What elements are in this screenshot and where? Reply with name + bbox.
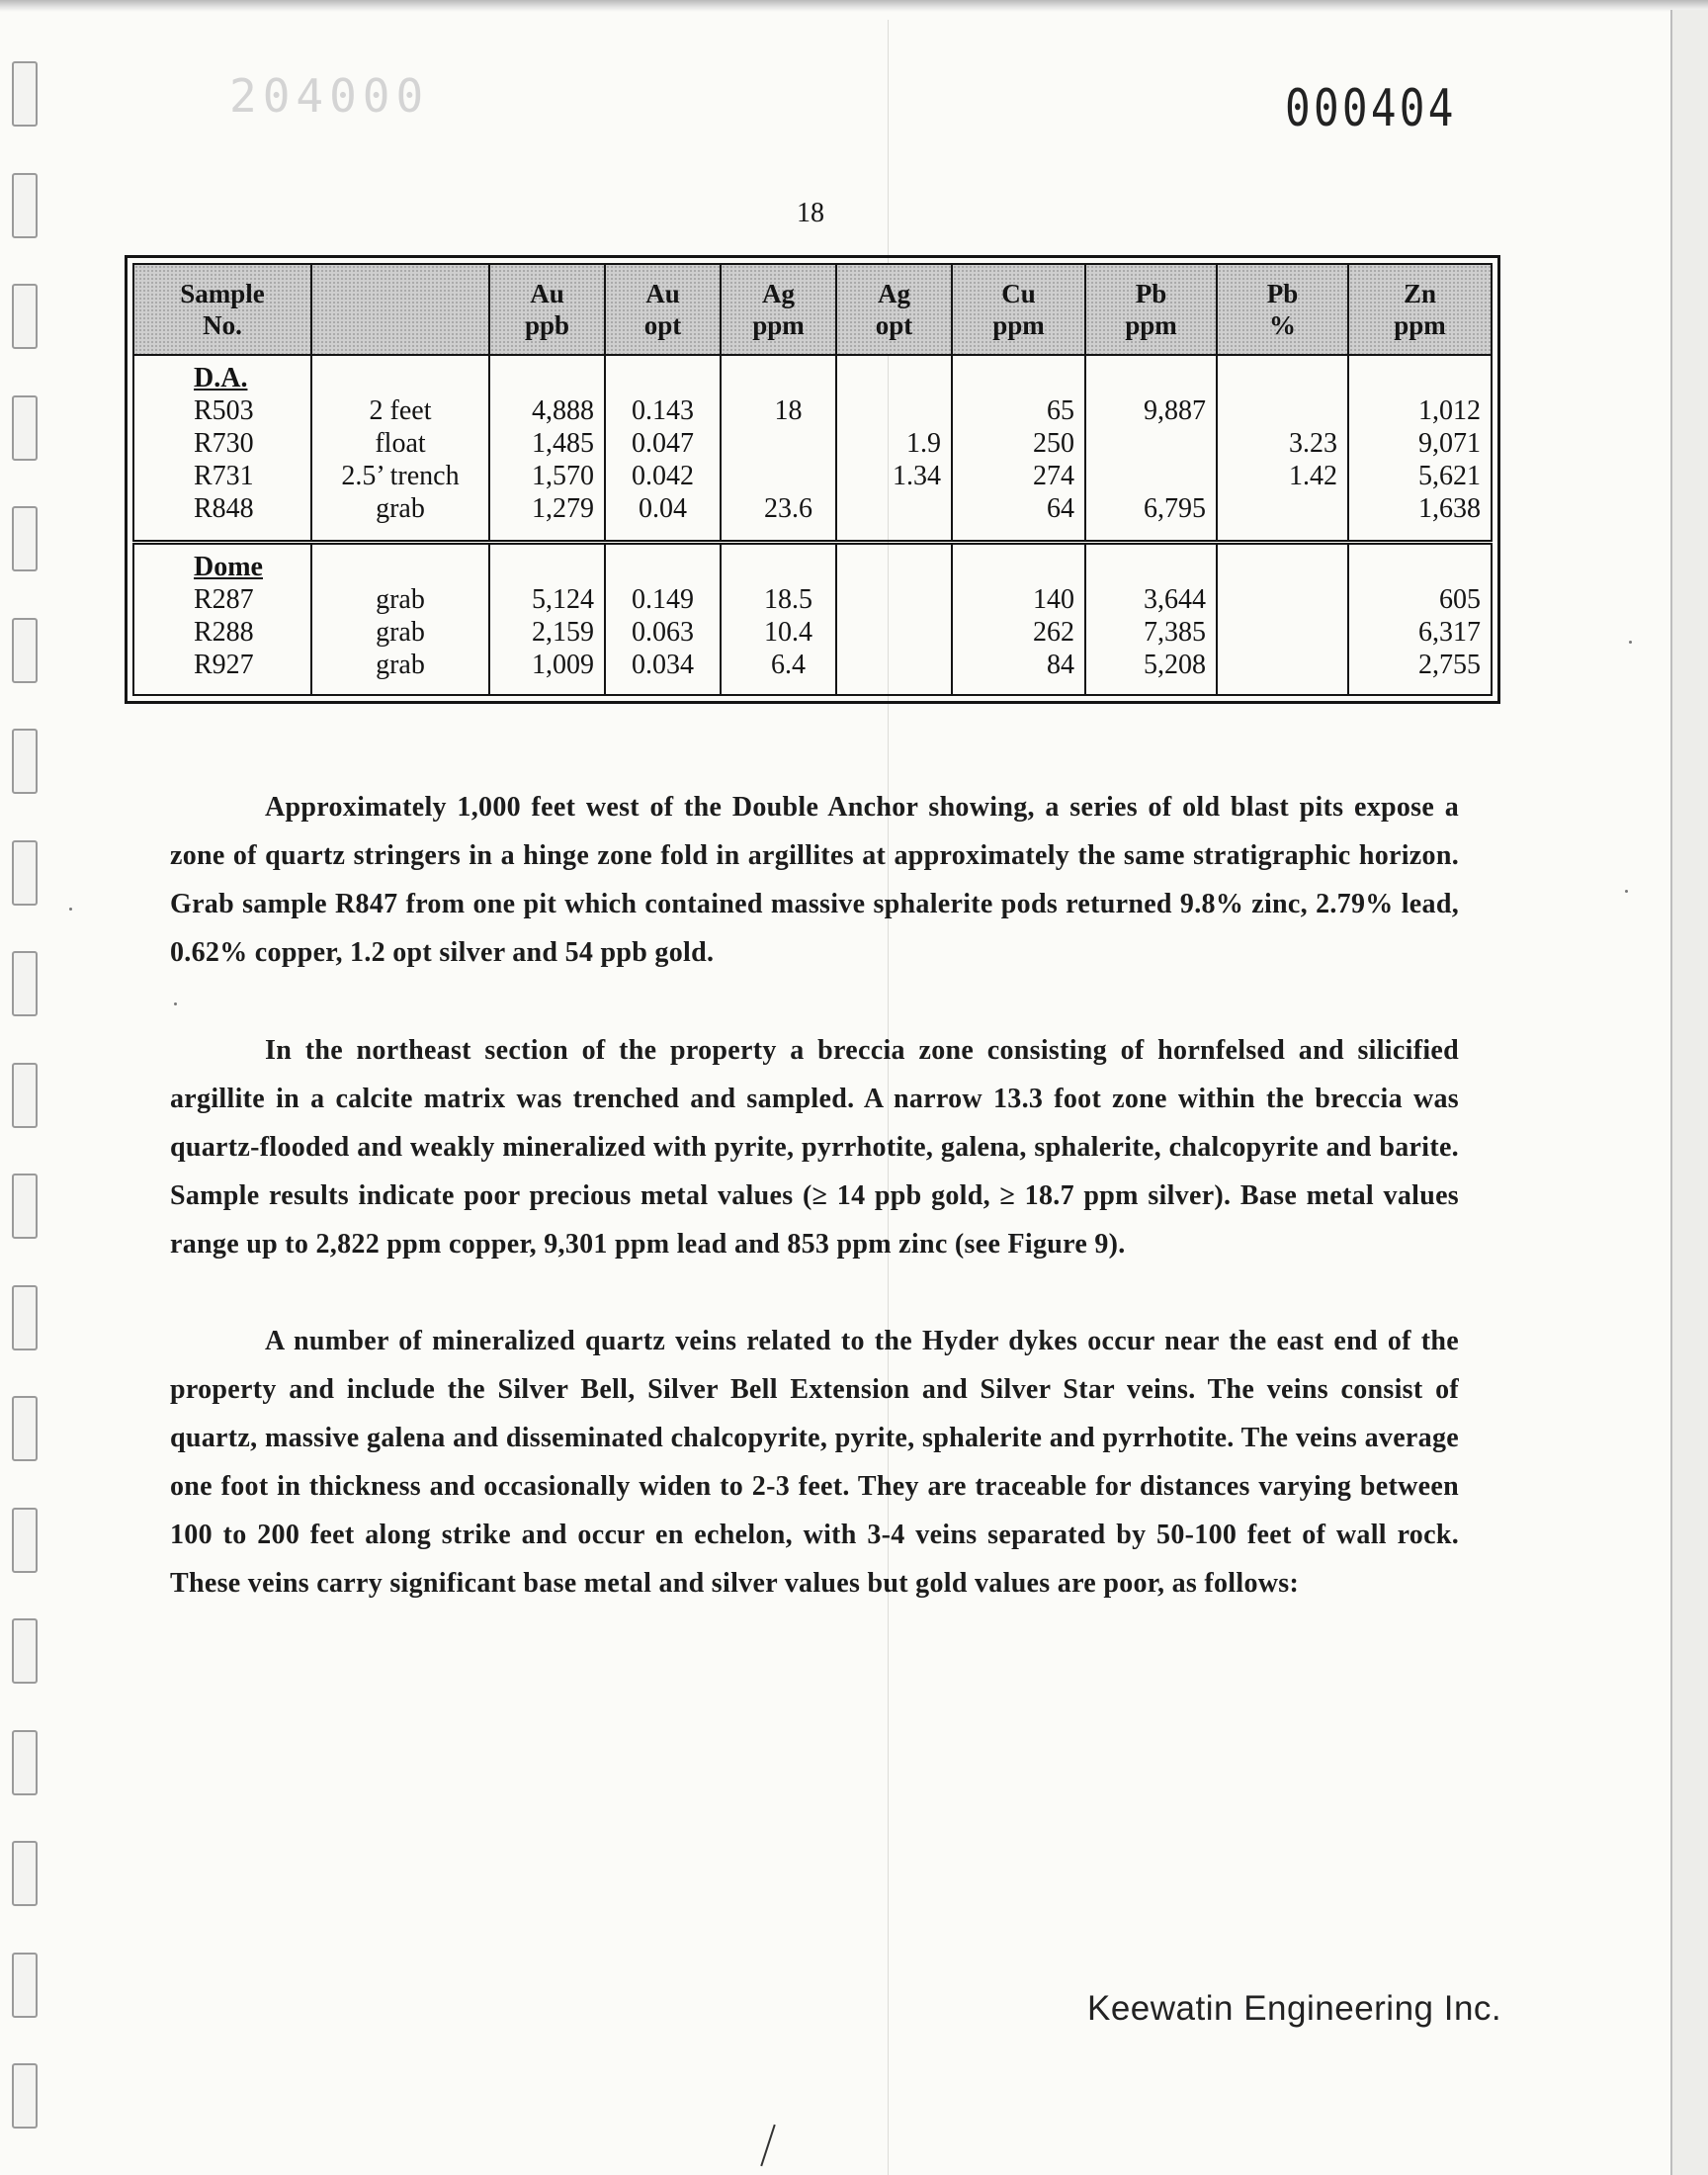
column-header <box>489 264 605 355</box>
scan-speck <box>69 908 72 911</box>
sample-id: R731 <box>194 461 254 491</box>
cell-value <box>1096 460 1206 492</box>
paragraph-quartz-veins <box>170 1317 1459 1608</box>
column-header-line: No. <box>203 310 242 340</box>
column-header-line: opt <box>643 310 682 340</box>
cell-value: 1,279 <box>532 493 594 524</box>
cell-value <box>847 394 941 427</box>
binder-hole <box>12 1508 38 1573</box>
table-cell <box>1217 355 1348 543</box>
cell-value: 2 feet <box>369 395 432 426</box>
cell-value: 0.034 <box>632 650 694 681</box>
cell-value: 5,621 <box>1418 461 1481 491</box>
cell-value <box>1228 649 1337 681</box>
binder-hole <box>12 61 38 127</box>
cell-spacer <box>847 551 941 583</box>
sample-id: R730 <box>194 428 254 459</box>
cell-value <box>847 616 941 649</box>
page-number: 18 <box>797 198 824 228</box>
column-header <box>721 264 836 355</box>
table-cell <box>721 355 836 543</box>
table-cell <box>721 543 836 695</box>
cell-value: 6,795 <box>1144 493 1206 524</box>
assay-table <box>132 263 1493 696</box>
table-cell <box>133 543 311 695</box>
page-edge-shadow <box>1672 10 1708 2175</box>
table-cell <box>1085 543 1217 695</box>
cell-value: 0.042 <box>632 461 694 491</box>
column-header-line: % <box>1269 310 1296 340</box>
binder-holes <box>12 61 45 2137</box>
cell-value: 64 <box>1047 493 1074 524</box>
cell-spacer <box>963 362 1074 394</box>
paragraph-text: A number of mineralized quartz veins related to the Hyder dykes occur near the east end of the property and include the Silver Bell, Silver Bell Extension and Silver Star veins. The veins consist of quartz, massive galena and disseminated chalcopyrite, pyrite, sphalerite and pyrrhotite. The veins average one foot in thickness and occasionally widen to 2-3 feet. They are traceable for distances varying between 100 to 200 feet along strike and occur en echelon, with 3-4 veins separated by 50-100 feet of wall rock. These veins carry significant base metal and silver values but gold values are poor, as follows: <box>170 1326 1459 1599</box>
document-number: 000404 <box>1285 79 1457 138</box>
cell-value <box>1228 394 1337 427</box>
cell-value: 9,887 <box>1144 395 1206 426</box>
scan-speck <box>174 1002 177 1005</box>
paragraph-blast-pits <box>170 783 1459 977</box>
column-header <box>836 264 952 355</box>
table-cell <box>489 355 605 543</box>
binder-hole <box>12 2063 38 2129</box>
cell-value <box>847 583 941 616</box>
cell-value: 6,317 <box>1418 617 1481 649</box>
column-header-line: Pb <box>1266 279 1299 308</box>
column-header-line: ppb <box>524 310 570 340</box>
cell-spacer <box>751 362 825 394</box>
binder-hole <box>12 1618 38 1684</box>
cell-value <box>751 427 825 460</box>
sample-id: R287 <box>194 584 254 616</box>
binder-hole <box>12 1174 38 1239</box>
cell-value: 2.5’ trench <box>341 461 460 491</box>
group-name: D.A. <box>194 363 248 393</box>
cell-spacer <box>322 362 478 394</box>
binder-hole <box>12 1285 38 1350</box>
column-header <box>605 264 721 355</box>
sample-id: R848 <box>194 493 254 524</box>
table-cell <box>133 355 311 543</box>
table-cell <box>1085 355 1217 543</box>
cell-value: 84 <box>1047 650 1074 681</box>
column-header-line: Au <box>530 279 564 308</box>
cell-value: 274 <box>1033 461 1074 491</box>
cell-value: 3,644 <box>1144 584 1206 616</box>
cell-value: 1,012 <box>1418 395 1481 426</box>
column-header <box>1348 264 1492 355</box>
binder-hole <box>12 395 38 461</box>
cell-value: 18 <box>774 395 803 426</box>
column-header-line: Sample <box>180 279 265 308</box>
paragraph-text: Approximately 1,000 feet west of the Double Anchor showing, a series of old blast pits expose a zone of quartz stringers in a hinge zone fold in argillites at approximately the same stratigraphic horizon. Grab sample R847 from one pit which contained massive sphalerite pods returned 9.8% zinc, 2.79% lead, 0.62% copper, 1.2 opt silver and 54 ppb gold. <box>170 792 1459 968</box>
cell-value: 605 <box>1439 584 1481 616</box>
table-cell <box>1217 543 1348 695</box>
table-cell <box>1348 543 1492 695</box>
cell-value: 18.5 <box>764 584 812 616</box>
binder-hole <box>12 840 38 906</box>
binder-hole <box>12 729 38 794</box>
table-cell <box>1348 355 1492 543</box>
column-header-line: Zn <box>1403 279 1437 308</box>
cell-value <box>847 649 941 681</box>
column-header-line: Ag <box>762 279 795 308</box>
cell-spacer <box>616 362 710 394</box>
paragraph-text: In the northeast section of the property a breccia zone consisting of hornfelsed and silicified argillite in a calcite matrix was trenched and sampled. A narrow 13.3 foot zone within the breccia was quartz-flooded and weakly mineralized with pyrite, pyrrhotite, galena, sphalerite, chalcopyrite and barite. Sample results indicate poor precious metal values (≥ 14 ppb gold, ≥ 18.7 ppm silver). Base metal values range up to 2,822 ppm copper, 9,301 ppm lead and 853 ppm zinc (see Figure 9). <box>170 1035 1459 1260</box>
cell-spacer <box>751 551 825 583</box>
scan-speck <box>1629 641 1632 644</box>
cell-spacer <box>500 551 594 583</box>
assay-results-table <box>125 255 1500 704</box>
cell-spacer <box>1228 362 1337 394</box>
binder-hole <box>12 1841 38 1906</box>
table-cell <box>311 543 489 695</box>
sample-id: R927 <box>194 650 254 681</box>
cell-spacer <box>1359 551 1481 583</box>
cell-value: 140 <box>1033 584 1074 616</box>
column-header <box>311 264 489 355</box>
cell-value: 5,124 <box>532 584 594 616</box>
cell-value: 1,570 <box>532 461 594 491</box>
cell-value: 0.143 <box>632 395 694 426</box>
cell-value: 2,159 <box>532 617 594 649</box>
sample-id: R503 <box>194 395 254 426</box>
binder-hole <box>12 1063 38 1128</box>
cell-value: 9,071 <box>1418 428 1481 459</box>
cell-spacer <box>1096 551 1206 583</box>
binder-hole <box>12 284 38 349</box>
cell-value: 1.9 <box>906 428 941 459</box>
cell-value: 262 <box>1033 617 1074 649</box>
cell-value: 10.4 <box>764 617 812 649</box>
column-header <box>952 264 1085 355</box>
column-header-line: ppm <box>1125 310 1177 340</box>
table-cell <box>489 543 605 695</box>
sample-id: R288 <box>194 617 254 649</box>
binder-hole <box>12 1730 38 1795</box>
cell-value: 250 <box>1033 428 1074 459</box>
cell-value: 23.6 <box>764 493 812 524</box>
cell-spacer <box>1359 362 1481 394</box>
group-name: Dome <box>194 552 263 583</box>
cell-value: 1.34 <box>893 461 941 491</box>
faint-stamp-number: 204000 <box>229 69 430 123</box>
binder-hole <box>12 618 38 683</box>
binder-hole <box>12 1953 38 2018</box>
cell-value: 1,485 <box>532 428 594 459</box>
cell-spacer <box>963 551 1074 583</box>
scan-top-edge <box>0 0 1708 12</box>
cell-value: 0.047 <box>632 428 694 459</box>
cell-value: grab <box>376 584 425 616</box>
cell-value: 5,208 <box>1144 650 1206 681</box>
table-cell <box>952 543 1085 695</box>
cell-value: 7,385 <box>1144 617 1206 649</box>
cell-value <box>847 492 941 525</box>
cell-value: grab <box>376 650 425 681</box>
cell-spacer <box>1228 551 1337 583</box>
cell-spacer <box>500 362 594 394</box>
scan-speck <box>1625 890 1628 893</box>
cell-value: 1.42 <box>1289 461 1337 491</box>
table-cell <box>311 355 489 543</box>
cell-spacer <box>847 362 941 394</box>
company-footer: Keewatin Engineering Inc. <box>1087 1989 1502 2028</box>
column-header-line: Ag <box>878 279 910 308</box>
cell-value: grab <box>376 617 425 649</box>
table-header-row <box>133 264 1492 355</box>
column-header <box>133 264 311 355</box>
binder-hole <box>12 951 38 1016</box>
pen-mark <box>760 2125 775 2166</box>
cell-spacer <box>1096 362 1206 394</box>
table-cell <box>836 355 952 543</box>
column-header-line: Pb <box>1135 279 1167 308</box>
cell-value: 0.063 <box>632 617 694 649</box>
column-header <box>1217 264 1348 355</box>
cell-value: float <box>375 428 426 459</box>
table-cell <box>605 355 721 543</box>
column-header <box>1085 264 1217 355</box>
binder-hole <box>12 1396 38 1461</box>
cell-value <box>1228 616 1337 649</box>
column-header-line: opt <box>875 310 913 340</box>
table-group-row <box>133 543 1492 695</box>
column-header-line: Au <box>645 279 680 308</box>
table-cell <box>952 355 1085 543</box>
binder-hole <box>12 173 38 238</box>
cell-value: 4,888 <box>532 395 594 426</box>
cell-value: 1,638 <box>1418 493 1481 524</box>
cell-value <box>1096 427 1206 460</box>
table-group-row <box>133 355 1492 543</box>
cell-value: 0.04 <box>639 493 687 524</box>
column-header-line: ppm <box>1394 310 1446 340</box>
cell-value: 0.149 <box>632 584 694 616</box>
table-cell <box>605 543 721 695</box>
column-header-line: Cu <box>1001 279 1036 308</box>
cell-spacer <box>616 551 710 583</box>
cell-value: 65 <box>1047 395 1074 426</box>
page-edge <box>1670 10 1672 2175</box>
column-header-line: ppm <box>992 310 1045 340</box>
table-cell <box>836 543 952 695</box>
binder-hole <box>12 506 38 571</box>
cell-value: 3.23 <box>1289 428 1337 459</box>
cell-value: 2,755 <box>1418 650 1481 681</box>
cell-spacer <box>322 551 478 583</box>
cell-value: 6.4 <box>771 650 806 681</box>
cell-value <box>1228 492 1337 525</box>
cell-value: grab <box>376 493 425 524</box>
cell-value <box>1228 583 1337 616</box>
column-header-line: ppm <box>752 310 805 340</box>
cell-value: 1,009 <box>532 650 594 681</box>
paragraph-breccia-zone <box>170 1026 1459 1268</box>
cell-value <box>751 460 825 492</box>
